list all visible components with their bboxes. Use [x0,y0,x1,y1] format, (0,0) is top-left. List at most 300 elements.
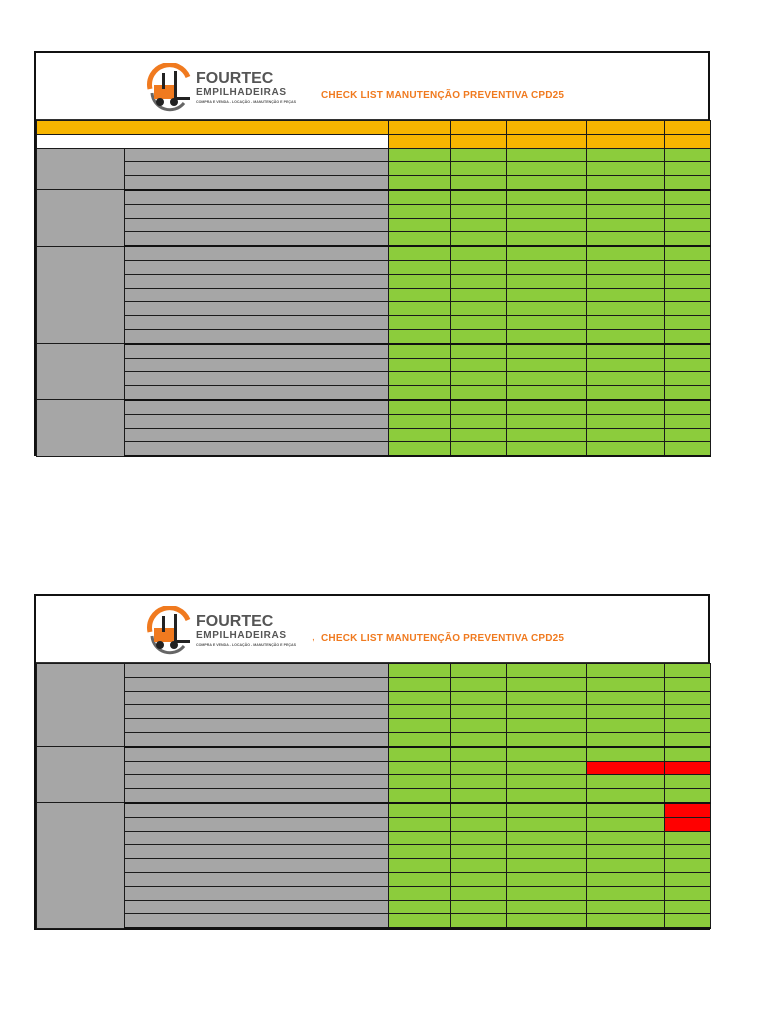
checklist-table [36,663,711,929]
item-cell [125,358,389,372]
status-cell-ok[interactable] [665,442,711,456]
status-cell-ok[interactable] [587,705,665,719]
item-cell [125,329,389,343]
status-cell-ok[interactable] [665,414,711,428]
status-cell-ok[interactable] [665,260,711,274]
status-cell-ok[interactable] [451,329,507,343]
status-cell-ok[interactable] [587,789,665,803]
item-cell [125,428,389,442]
status-cell-ok[interactable] [389,358,451,372]
status-cell-ok[interactable] [389,789,451,803]
status-cell-ok[interactable] [451,719,507,733]
status-cell-ok[interactable] [389,148,451,162]
header-cell [451,134,507,148]
status-cell-ok[interactable] [389,664,451,678]
status-cell-ok[interactable] [451,358,507,372]
status-cell-ok[interactable] [587,246,665,260]
status-cell-ok[interactable] [587,677,665,691]
category-cell [37,664,125,747]
checklist-row [37,344,711,358]
item-cell [125,204,389,218]
header-row [37,134,711,148]
status-cell-ok[interactable] [451,691,507,705]
status-cell-ok[interactable] [451,831,507,845]
status-cell-ok[interactable] [451,246,507,260]
checklist-row [37,176,711,190]
status-cell-ok[interactable] [507,831,587,845]
status-cell-ok[interactable] [507,316,587,330]
item-cell [125,218,389,232]
status-cell-ok[interactable] [665,705,711,719]
checklist-row [37,400,711,414]
status-cell-ok[interactable] [507,789,587,803]
checklist-row [37,288,711,302]
status-cell-ok[interactable] [587,747,665,761]
status-cell-ok[interactable] [451,732,507,746]
status-cell-ok[interactable] [389,732,451,746]
status-cell-ok[interactable] [665,691,711,705]
item-cell [125,316,389,330]
status-cell-ok[interactable] [451,344,507,358]
checklist-row [37,358,711,372]
status-cell-ok[interactable] [451,260,507,274]
sheet-header [36,53,708,120]
status-cell-ok[interactable] [587,691,665,705]
item-cell [125,372,389,386]
checklist-row [37,831,711,845]
item-cell [125,705,389,719]
status-cell-ok[interactable] [451,218,507,232]
status-cell-ok[interactable] [507,344,587,358]
status-cell-ok[interactable] [507,747,587,761]
header-cell [389,121,451,135]
status-cell-ok[interactable] [665,664,711,678]
status-cell-ok[interactable] [665,775,711,789]
status-cell-ok[interactable] [587,190,665,204]
status-cell-ok[interactable] [451,176,507,190]
checklist-row [37,664,711,678]
status-cell-ok[interactable] [507,775,587,789]
status-cell-ok[interactable] [587,204,665,218]
status-cell-ok[interactable] [665,246,711,260]
status-cell-ok[interactable] [665,677,711,691]
status-cell-ok[interactable] [587,400,665,414]
status-cell-ok[interactable] [507,719,587,733]
status-cell-ok[interactable] [587,817,665,831]
status-cell-ok[interactable] [665,747,711,761]
status-cell-ok[interactable] [665,288,711,302]
status-cell-ok[interactable] [507,691,587,705]
status-cell-ok[interactable] [587,775,665,789]
checklist-row [37,260,711,274]
status-cell-ok[interactable] [451,442,507,456]
status-cell-ok[interactable] [665,148,711,162]
status-cell-ok[interactable] [665,428,711,442]
status-cell-ok[interactable] [665,372,711,386]
status-cell-ok[interactable] [665,859,711,873]
checklist-sheet-1 [34,51,710,456]
status-cell-ok[interactable] [389,274,451,288]
item-cell [125,817,389,831]
status-cell-ok[interactable] [389,218,451,232]
status-cell-ok[interactable] [507,705,587,719]
status-cell-ok[interactable] [389,831,451,845]
status-cell-ok[interactable] [507,386,587,400]
status-cell-ok[interactable] [451,761,507,775]
status-cell-ok[interactable] [587,329,665,343]
status-cell-ok[interactable] [665,789,711,803]
checklist-row [37,859,711,873]
status-cell-ok[interactable] [587,218,665,232]
item-cell [125,386,389,400]
status-cell-ok[interactable] [451,775,507,789]
category-cell [37,148,125,190]
item-cell [125,677,389,691]
status-cell-ok[interactable] [507,872,587,886]
status-cell-ok[interactable] [587,664,665,678]
category-cell [37,747,125,803]
status-cell-ok[interactable] [451,817,507,831]
status-cell-fail[interactable] [665,817,711,831]
status-cell-ok[interactable] [451,872,507,886]
status-cell-ok[interactable] [389,900,451,914]
status-cell-ok[interactable] [389,872,451,886]
status-cell-ok[interactable] [451,705,507,719]
status-cell-ok[interactable] [665,900,711,914]
status-cell-ok[interactable] [451,274,507,288]
status-cell-ok[interactable] [451,232,507,246]
status-cell-ok[interactable] [389,859,451,873]
status-cell-ok[interactable] [507,886,587,900]
status-cell-fail[interactable] [665,803,711,817]
status-cell-ok[interactable] [451,914,507,928]
status-cell-ok[interactable] [507,288,587,302]
status-cell-ok[interactable] [389,428,451,442]
status-cell-ok[interactable] [665,274,711,288]
category-cell [37,190,125,246]
status-cell-ok[interactable] [587,274,665,288]
status-cell-ok[interactable] [587,316,665,330]
checklist-row [37,218,711,232]
header-row [37,121,711,135]
status-cell-ok[interactable] [665,176,711,190]
status-cell-ok[interactable] [507,732,587,746]
checklist-row [37,162,711,176]
item-cell [125,732,389,746]
status-cell-ok[interactable] [587,428,665,442]
checklist-row [37,274,711,288]
status-cell-ok[interactable] [507,428,587,442]
status-cell-ok[interactable] [507,246,587,260]
status-cell-ok[interactable] [507,218,587,232]
header-cell [665,121,711,135]
category-cell [37,400,125,456]
item-cell [125,859,389,873]
status-cell-ok[interactable] [507,232,587,246]
sheet-header [36,596,708,663]
status-cell-ok[interactable] [389,677,451,691]
page-title: CHECK LIST MANUTENÇÃO PREVENTIVA CPD25 [321,90,565,101]
checklist-row [37,148,711,162]
status-cell-ok[interactable] [389,705,451,719]
status-cell-ok[interactable] [507,358,587,372]
status-cell-ok[interactable] [587,148,665,162]
item-cell [125,789,389,803]
status-cell-ok[interactable] [451,789,507,803]
status-cell-ok[interactable] [507,414,587,428]
status-cell-ok[interactable] [665,872,711,886]
item-cell [125,803,389,817]
status-cell-ok[interactable] [507,900,587,914]
checklist-row [37,803,711,817]
item-cell [125,761,389,775]
status-cell-ok[interactable] [389,400,451,414]
status-cell-ok[interactable] [587,288,665,302]
item-cell [125,176,389,190]
status-cell-ok[interactable] [507,817,587,831]
status-cell-ok[interactable] [587,914,665,928]
status-cell-ok[interactable] [389,190,451,204]
status-cell-ok[interactable] [451,845,507,859]
status-cell-ok[interactable] [507,190,587,204]
status-cell-ok[interactable] [451,386,507,400]
status-cell-ok[interactable] [389,914,451,928]
status-cell-ok[interactable] [507,761,587,775]
status-cell-ok[interactable] [587,344,665,358]
status-cell-ok[interactable] [451,664,507,678]
status-cell-ok[interactable] [587,845,665,859]
status-cell-ok[interactable] [507,329,587,343]
status-cell-ok[interactable] [389,260,451,274]
checklist-row [37,900,711,914]
status-cell-ok[interactable] [507,914,587,928]
status-cell-ok[interactable] [587,162,665,176]
status-cell-ok[interactable] [665,358,711,372]
item-cell [125,886,389,900]
status-cell-ok[interactable] [507,274,587,288]
status-cell-ok[interactable] [665,232,711,246]
status-cell-ok[interactable] [587,900,665,914]
status-cell-ok[interactable] [665,719,711,733]
status-cell-ok[interactable] [389,719,451,733]
status-cell-ok[interactable] [665,732,711,746]
status-cell-ok[interactable] [665,831,711,845]
status-cell-ok[interactable] [507,677,587,691]
item-cell [125,414,389,428]
svg-text:FOURTEC: FOURTEC [196,613,274,630]
checklist-row [37,705,711,719]
status-cell-ok[interactable] [507,148,587,162]
svg-text:FOURTEC: FOURTEC [196,70,274,87]
checklist-row [37,316,711,330]
header-cell [507,134,587,148]
status-cell-ok[interactable] [451,428,507,442]
status-cell-ok[interactable] [587,886,665,900]
status-cell-ok[interactable] [389,246,451,260]
status-cell-ok[interactable] [451,677,507,691]
item-cell [125,664,389,678]
checklist-row [37,442,711,456]
status-cell-ok[interactable] [587,859,665,873]
status-cell-ok[interactable] [587,442,665,456]
status-cell-ok[interactable] [451,372,507,386]
status-cell-ok[interactable] [389,886,451,900]
item-cell [125,831,389,845]
status-cell-ok[interactable] [587,414,665,428]
status-cell-ok[interactable] [587,872,665,886]
status-cell-fail[interactable] [587,761,665,775]
item-cell [125,747,389,761]
status-cell-ok[interactable] [451,302,507,316]
status-cell-ok[interactable] [665,400,711,414]
status-cell-ok[interactable] [665,162,711,176]
checklist-row [37,204,711,218]
status-cell-ok[interactable] [389,176,451,190]
status-cell-ok[interactable] [587,386,665,400]
checklist-row [37,886,711,900]
svg-text:EMPILHADEIRAS: EMPILHADEIRAS [196,87,287,98]
status-cell-ok[interactable] [587,176,665,190]
status-cell-ok[interactable] [665,218,711,232]
status-cell-ok[interactable] [507,845,587,859]
item-cell [125,344,389,358]
status-cell-ok[interactable] [507,204,587,218]
item-cell [125,288,389,302]
status-cell-ok[interactable] [389,204,451,218]
status-cell-ok[interactable] [389,344,451,358]
status-cell-ok[interactable] [587,302,665,316]
status-cell-ok[interactable] [451,162,507,176]
checklist-row [37,428,711,442]
checklist-row [37,414,711,428]
checklist-row [37,302,711,316]
status-cell-ok[interactable] [587,372,665,386]
checklist-sheet-2 [34,594,710,930]
status-cell-ok[interactable] [587,232,665,246]
status-cell-ok[interactable] [389,691,451,705]
forklift-logo-icon [144,606,304,656]
status-cell-ok[interactable] [451,288,507,302]
status-cell-ok[interactable] [587,803,665,817]
status-cell-ok[interactable] [389,817,451,831]
status-cell-ok[interactable] [507,442,587,456]
status-cell-ok[interactable] [507,664,587,678]
item-cell [125,246,389,260]
status-cell-ok[interactable] [389,414,451,428]
status-cell-ok[interactable] [451,148,507,162]
status-cell-ok[interactable] [665,344,711,358]
status-cell-ok[interactable] [507,176,587,190]
item-cell [125,400,389,414]
status-cell-ok[interactable] [587,831,665,845]
status-cell-ok[interactable] [389,803,451,817]
status-cell-ok[interactable] [507,859,587,873]
item-cell [125,260,389,274]
checklist-row [37,761,711,775]
status-cell-ok[interactable] [389,775,451,789]
status-cell-ok[interactable] [587,260,665,274]
status-cell-ok[interactable] [665,329,711,343]
status-cell-ok[interactable] [587,358,665,372]
status-cell-ok[interactable] [665,204,711,218]
header-cell [507,121,587,135]
status-cell-ok[interactable] [389,232,451,246]
status-cell-ok[interactable] [389,316,451,330]
status-cell-ok[interactable] [389,162,451,176]
status-cell-ok[interactable] [451,190,507,204]
status-cell-ok[interactable] [665,845,711,859]
header-cell [587,121,665,135]
status-cell-ok[interactable] [665,386,711,400]
item-cell [125,691,389,705]
status-cell-ok[interactable] [451,204,507,218]
status-cell-ok[interactable] [451,316,507,330]
status-cell-ok[interactable] [451,859,507,873]
status-cell-ok[interactable] [451,414,507,428]
checklist-row [37,872,711,886]
status-cell-ok[interactable] [451,747,507,761]
checklist-row [37,386,711,400]
status-cell-fail[interactable] [665,761,711,775]
item-cell [125,148,389,162]
checklist-row [37,372,711,386]
item-cell [125,914,389,928]
page-title: CHECK LIST MANUTENÇÃO PREVENTIVA CPD25 [321,633,565,644]
status-cell-ok[interactable] [389,372,451,386]
checklist-row [37,817,711,831]
checklist-table [36,120,711,457]
status-cell-ok[interactable] [587,732,665,746]
status-cell-ok[interactable] [665,190,711,204]
status-cell-ok[interactable] [389,845,451,859]
status-cell-ok[interactable] [665,886,711,900]
status-cell-ok[interactable] [665,914,711,928]
svg-text:EMPILHADEIRAS: EMPILHADEIRAS [196,630,287,641]
checklist-row [37,845,711,859]
checklist-row [37,190,711,204]
status-cell-ok[interactable] [507,302,587,316]
fourtec-logo [144,606,304,656]
status-cell-ok[interactable] [665,302,711,316]
item-cell [125,845,389,859]
status-cell-ok[interactable] [507,162,587,176]
status-cell-ok[interactable] [389,288,451,302]
status-cell-ok[interactable] [451,400,507,414]
status-cell-ok[interactable] [507,372,587,386]
status-cell-ok[interactable] [507,260,587,274]
status-cell-ok[interactable] [665,316,711,330]
status-cell-ok[interactable] [507,803,587,817]
status-cell-ok[interactable] [389,442,451,456]
category-cell [37,246,125,344]
status-cell-ok[interactable] [389,302,451,316]
status-cell-ok[interactable] [587,719,665,733]
status-cell-ok[interactable] [451,900,507,914]
status-cell-ok[interactable] [389,747,451,761]
status-cell-ok[interactable] [389,761,451,775]
status-cell-ok[interactable] [389,386,451,400]
checklist-row [37,914,711,928]
status-cell-ok[interactable] [507,400,587,414]
checklist-row [37,789,711,803]
status-cell-ok[interactable] [451,803,507,817]
status-cell-ok[interactable] [451,886,507,900]
status-cell-ok[interactable] [389,329,451,343]
header-cell [389,134,451,148]
item-cell [125,162,389,176]
item-cell [125,719,389,733]
checklist-row [37,775,711,789]
